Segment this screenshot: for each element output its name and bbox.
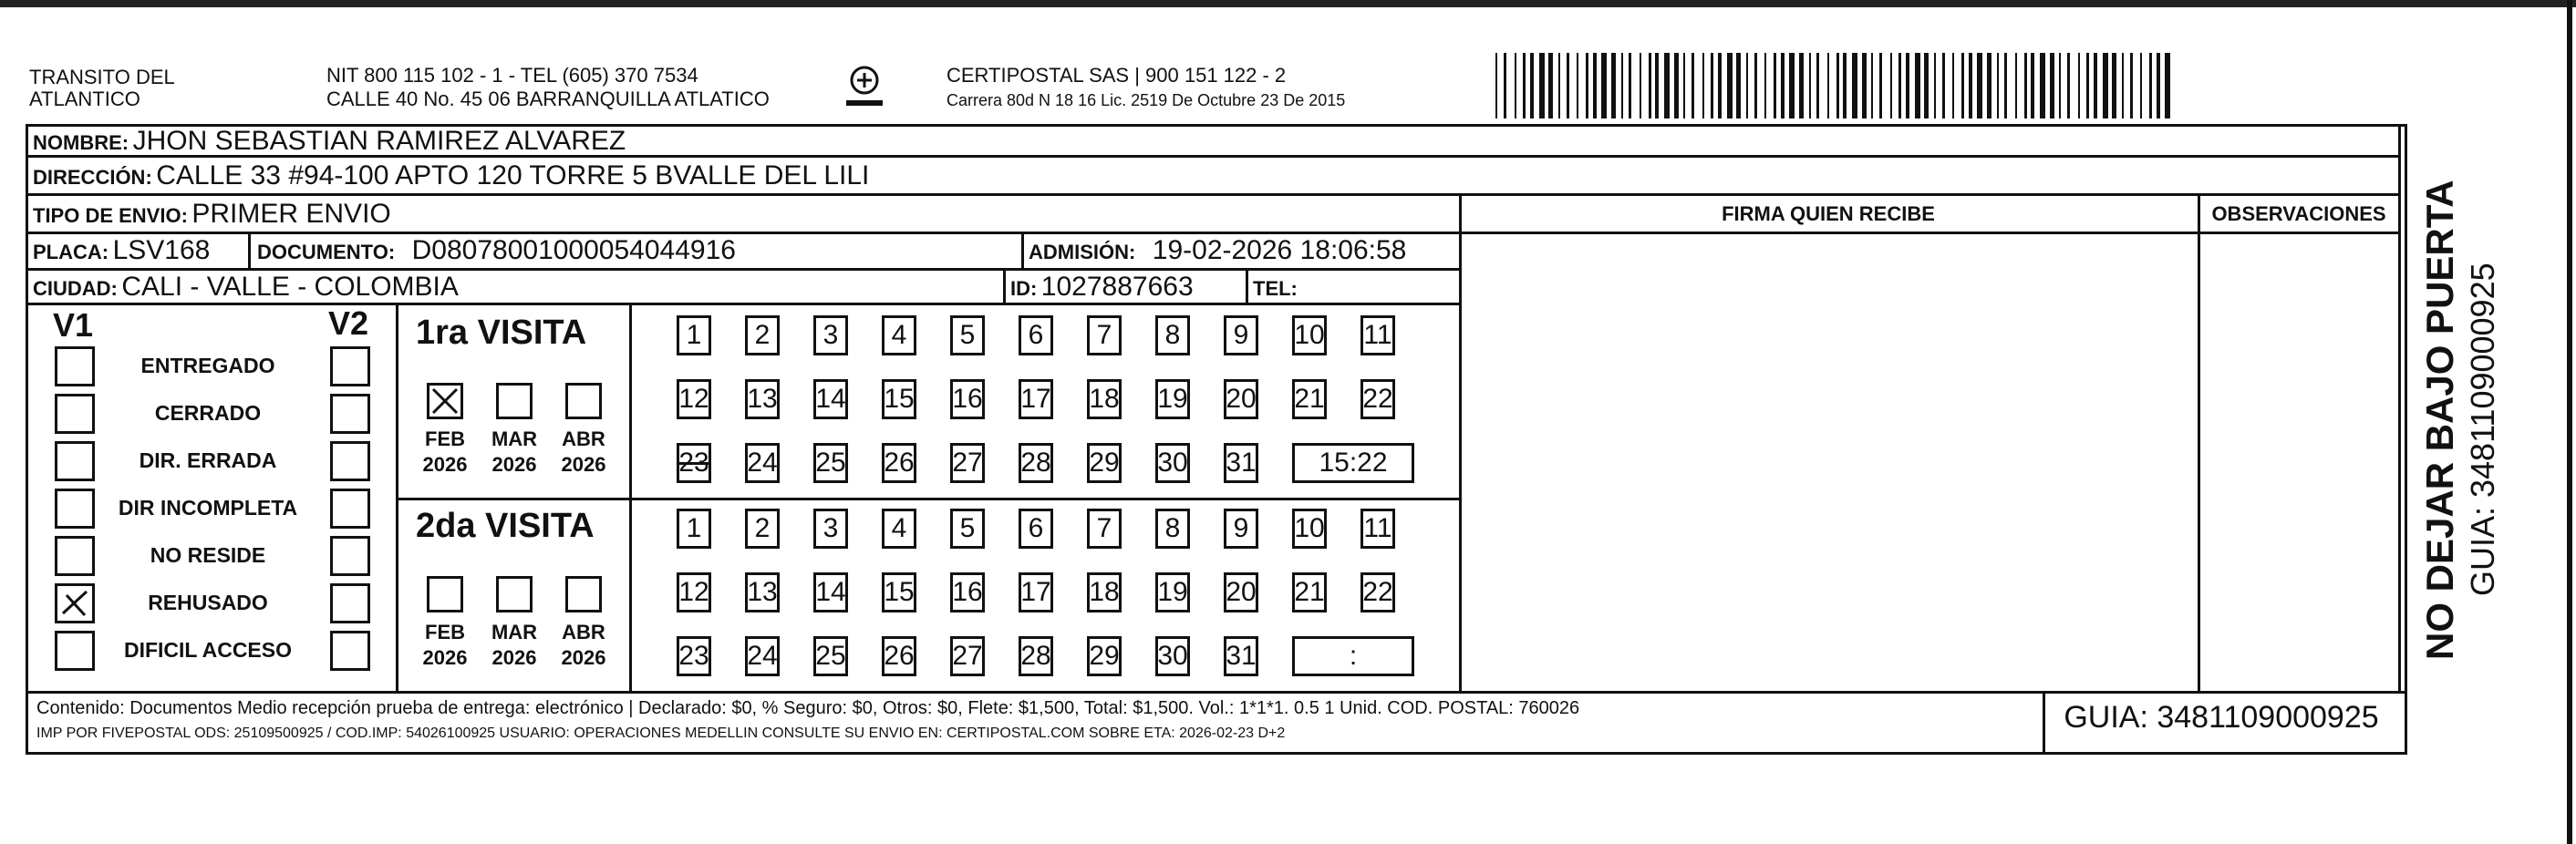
documento-cell [257,235,736,266]
status-sep [396,303,398,691]
obs-right-line [2398,124,2401,691]
header-left-2: ATLANTICO [29,87,140,110]
day-box[interactable]: 13 [745,379,780,419]
day-box[interactable]: 31 [1224,636,1258,676]
month-label [482,427,546,478]
direccion-value: CALLE 33 #94-100 APTO 120 TORRE 5 BVALLE DEL LILI [156,160,870,190]
status-option-label: DIFICIL ACCESO [123,638,292,662]
documento-label: DOCUMENTO: [257,241,396,263]
right-edge-line [2567,0,2572,844]
month-label [482,620,546,671]
header-mid-1: NIT 800 115 102 - 1 - TEL (605) 370 7534 [326,64,698,87]
month-checkbox[interactable] [565,383,602,419]
v2-checkbox[interactable] [330,583,370,623]
time-box[interactable]: : [1292,636,1414,676]
nombre-value: JHON SEBASTIAN RAMIREZ ALVAREZ [132,126,626,156]
day-box[interactable]: 21 [1292,379,1327,419]
day-box[interactable]: 3 [813,509,848,549]
ciudad-label: CIUDAD: [33,277,118,300]
day-box[interactable]: 19 [1155,379,1190,419]
day-box[interactable]: 25 [813,443,848,483]
v1-label: V1 [53,306,94,344]
time-box[interactable]: 15:22 [1292,443,1414,483]
header-mid-2: CALLE 40 No. 45 06 BARRANQUILLA ATLATICO [326,87,770,110]
month-name: ABR [562,621,605,643]
header-left-1: TRANSITO DEL [29,66,175,88]
v1-checkbox[interactable] [55,346,95,386]
month-year: 2026 [422,646,468,669]
row-sep-6 [1459,232,2400,234]
day-box[interactable]: 29 [1087,443,1122,483]
day-box[interactable]: 26 [882,636,916,676]
tipo-value: PRIMER ENVIO [191,199,391,229]
v2-label: V2 [328,304,369,342]
month-checkbox[interactable] [496,383,533,419]
obs-left-line [2198,193,2200,691]
day-box[interactable]: 22 [1360,379,1395,419]
day-box[interactable]: 11 [1360,315,1395,355]
status-option-label: DIR. ERRADA [139,448,277,472]
month-year: 2026 [491,646,537,669]
day-box[interactable]: 16 [950,572,985,612]
placa-sep [248,232,251,268]
visit-sep [629,303,632,691]
month-name: MAR [491,621,538,643]
row-sep-5 [26,303,1461,305]
day-box[interactable]: 9 [1224,509,1258,549]
placa-label: PLACA: [33,241,109,263]
tipo-row [33,199,391,230]
month-year: 2026 [422,453,468,476]
day-box[interactable]: 15 [882,572,916,612]
month-label [413,427,477,478]
day-box[interactable]: 13 [745,572,780,612]
day-box[interactable]: 14 [813,572,848,612]
ciudad-value: CALI - VALLE - COLOMBIA [121,272,459,302]
v2-checkbox[interactable] [330,441,370,481]
tel-label: TEL: [1253,277,1298,300]
day-box[interactable]: 1 [677,509,711,549]
day-box[interactable]: 3 [813,315,848,355]
v1-checkbox[interactable] [55,631,95,671]
header-right-1: CERTIPOSTAL SAS | 900 151 122 - 2 [947,64,1287,87]
v2-checkbox[interactable] [330,394,370,434]
header-right-2: Carrera 80d N 18 16 Lic. 2519 De Octubre 23 De 2015 [947,91,1346,109]
id-sep [1246,268,1248,303]
v1-checkbox[interactable] [55,441,95,481]
footer-guia: GUIA: 3481109000925 [2064,700,2379,735]
v1-checkbox[interactable] [55,394,95,434]
month-checkbox[interactable] [427,383,463,419]
day-box[interactable]: 11 [1360,509,1395,549]
month-name: MAR [491,427,538,450]
firma-left-line [1459,193,1462,691]
month-label [552,427,616,478]
month-name: FEB [425,621,465,643]
obs-header: OBSERVACIONES [2211,202,2386,225]
ciudad-cell [33,272,459,303]
footer-line-2: IMP POR FIVEPOSTAL ODS: 25109500925 / COD.IMP: 54026100925 USUARIO: OPERACIONES MEDELLIN CONSULTE SU ENVIO EN: CERTIPOSTAL.COM SOBRE ETA: 2026-02-23 D+2 [36,726,1286,741]
day-box[interactable]: 10 [1292,315,1327,355]
day-box[interactable]: 8 [1155,315,1190,355]
admision-value: 19-02-2026 18:06:58 [1152,235,1407,265]
month-year: 2026 [491,453,537,476]
month-checkbox[interactable] [565,576,602,612]
side-text-2: GUIA: 3481109000925 [2464,262,2501,596]
status-option-label: ENTREGADO [140,354,275,377]
id-label: ID: [1010,277,1038,300]
day-box[interactable]: 18 [1087,572,1122,612]
day-box[interactable]: 30 [1155,636,1190,676]
day-box[interactable]: 5 [950,509,985,549]
day-box[interactable]: 2 [745,509,780,549]
v1-checkbox[interactable] [55,583,95,623]
id-cell [1010,272,1194,303]
admision-label: ADMISIÓN: [1029,241,1136,263]
direccion-label: DIRECCIÓN: [33,166,152,189]
ciudad-sep [1003,268,1006,303]
placa-cell [33,235,210,266]
day-box[interactable]: 20 [1224,572,1258,612]
visit-mid-line [396,498,1459,500]
day-box[interactable]: 16 [950,379,985,419]
documento-value: D08078001000054044916 [411,235,736,265]
top-edge-line [0,0,2576,7]
v2-checkbox[interactable] [330,489,370,529]
day-box[interactable]: 4 [882,315,916,355]
day-box[interactable]: 1 [677,315,711,355]
day-box[interactable]: 29 [1087,636,1122,676]
day-box[interactable]: 9 [1224,315,1258,355]
day-box[interactable]: 10 [1292,509,1327,549]
day-box[interactable]: 30 [1155,443,1190,483]
status-option-label: DIR INCOMPLETA [118,496,298,520]
side-text-1: NO DEJAR BAJO PUERTA [2418,180,2461,660]
first-visit-title: 1ra VISITA [416,314,587,352]
day-box[interactable]: 17 [1019,572,1053,612]
day-box[interactable]: 4 [882,509,916,549]
day-box[interactable]: 12 [677,572,711,612]
month-name: FEB [425,427,465,450]
second-visit-title: 2da VISITA [416,507,595,545]
v2-checkbox[interactable] [330,536,370,576]
month-checkbox[interactable] [496,576,533,612]
day-box[interactable]: 6 [1019,509,1053,549]
v2-checkbox[interactable] [330,346,370,386]
v1-checkbox[interactable] [55,489,95,529]
day-box[interactable]: 27 [950,636,985,676]
doc-sep [1021,232,1024,268]
day-box[interactable]: 22 [1360,572,1395,612]
day-box[interactable]: 14 [813,379,848,419]
day-box[interactable]: 28 [1019,636,1053,676]
day-box[interactable]: 5 [950,315,985,355]
day-box[interactable]: 24 [745,443,780,483]
day-box[interactable]: 25 [813,636,848,676]
day-box[interactable]: 18 [1087,379,1122,419]
day-box[interactable]: 12 [677,379,711,419]
placa-value: LSV168 [112,235,211,265]
day-box[interactable]: 23 [677,636,711,676]
status-option-label: CERRADO [154,401,262,425]
day-box[interactable]: 31 [1224,443,1258,483]
day-box[interactable]: 26 [882,443,916,483]
day-box[interactable]: 23 [677,443,711,483]
day-box[interactable]: 28 [1019,443,1053,483]
day-box[interactable]: 6 [1019,315,1053,355]
day-box[interactable]: 15 [882,379,916,419]
month-label [413,620,477,671]
day-box[interactable]: 7 [1087,509,1122,549]
nombre-label: NOMBRE: [33,131,129,154]
row-sep-footer [26,691,2407,694]
month-name: ABR [562,427,605,450]
footer-line-1: Contenido: Documentos Medio recepción prueba de entrega: electrónico | Declarado: $0, % Seguro: $0, Otros: $0, Flete: $1,500, Total: $1,500. Vol.: 1*1*1. 0.5 1 Unid. COD. POSTAL: 760026 [36,698,1580,718]
tipo-label: TIPO DE ENVIO: [33,204,188,227]
day-box[interactable]: 17 [1019,379,1053,419]
direccion-row [33,160,869,191]
month-year: 2026 [561,646,606,669]
day-box[interactable]: 21 [1292,572,1327,612]
certipostal-logo-icon [839,62,890,113]
day-box[interactable]: 24 [745,636,780,676]
status-option-label: NO RESIDE [150,543,266,567]
v1-checkbox[interactable] [55,536,95,576]
nombre-row [33,126,626,157]
firma-header: FIRMA QUIEN RECIBE [1722,202,1935,225]
day-box[interactable]: 7 [1087,315,1122,355]
day-box[interactable]: 8 [1155,509,1190,549]
admision-cell [1029,235,1406,266]
month-label [552,620,616,671]
month-checkbox[interactable] [427,576,463,612]
status-option-label: REHUSADO [148,591,268,614]
day-box[interactable]: 27 [950,443,985,483]
v2-checkbox[interactable] [330,631,370,671]
day-box[interactable]: 19 [1155,572,1190,612]
id-value: 1027887663 [1040,272,1194,302]
barcode-icon [1495,53,2179,118]
day-box[interactable]: 20 [1224,379,1258,419]
day-box[interactable]: 2 [745,315,780,355]
month-year: 2026 [561,453,606,476]
row-sep-3 [26,232,1461,234]
row-sep-2 [26,193,2400,196]
